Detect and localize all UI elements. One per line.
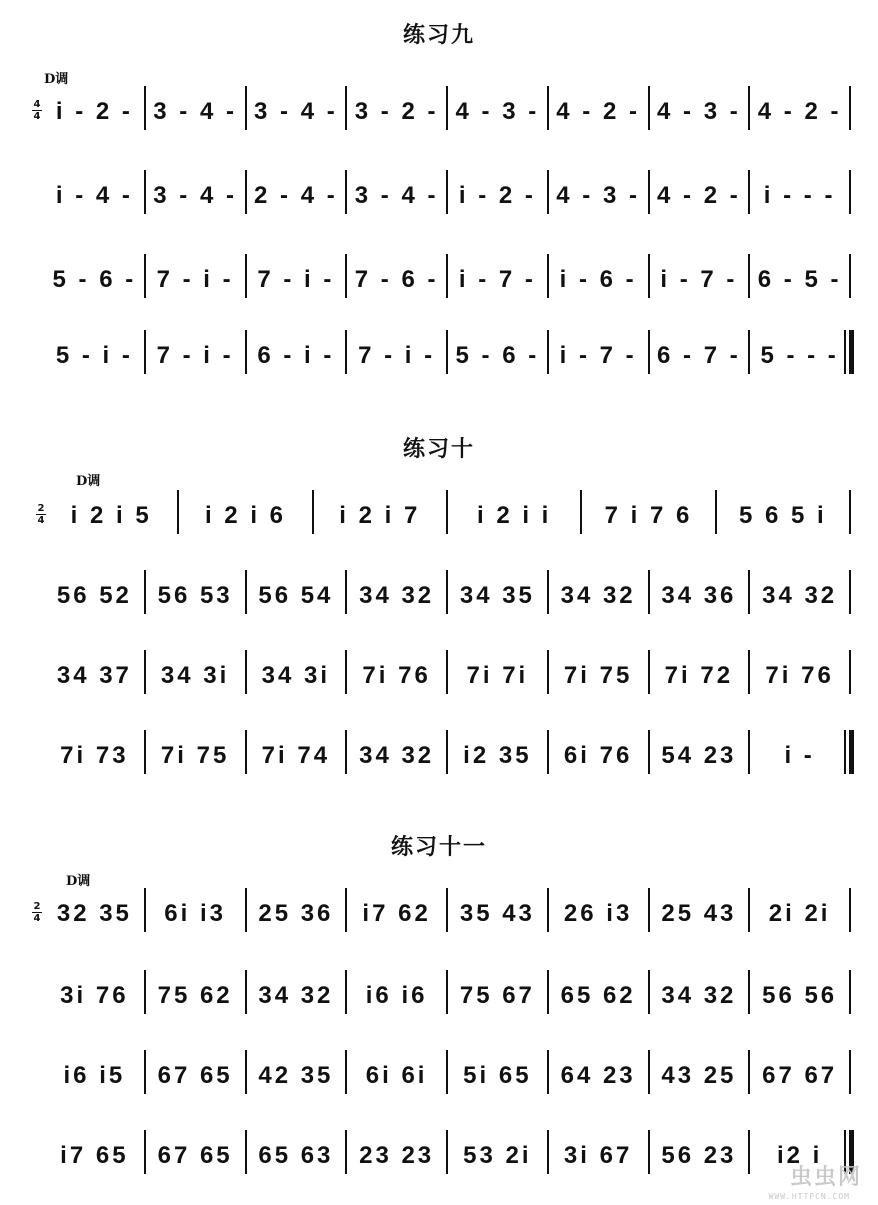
measure-notes: 34 37 <box>56 662 132 689</box>
measure-notes: 6 - 7 - <box>657 342 741 369</box>
measure-notes: 7i 76 <box>362 662 431 689</box>
measure <box>44 1046 145 1106</box>
measure <box>447 166 548 226</box>
measure-notes: 3 - 4 - <box>153 98 237 125</box>
barline <box>849 650 851 694</box>
measure <box>749 646 850 706</box>
measure-notes: 6 - 5 - <box>757 266 842 293</box>
measure <box>548 884 649 944</box>
measure-notes: 43 25 <box>661 1062 737 1089</box>
measure <box>246 646 347 706</box>
measure-notes: 34 3i <box>160 662 230 689</box>
measure-notes: 75 67 <box>459 982 535 1009</box>
barline <box>849 254 851 298</box>
score-line <box>0 166 878 226</box>
measure <box>548 1126 649 1186</box>
measure <box>447 966 548 1026</box>
measure <box>346 82 447 142</box>
key-signature: D调 <box>66 874 91 889</box>
score-line <box>0 82 878 142</box>
measure-notes: 3 - 4 - <box>153 182 237 209</box>
measure-notes: 34 35 <box>459 582 535 609</box>
measure-notes: 7i 7i <box>466 662 529 689</box>
measure-notes: 5 - 6 - <box>52 266 137 293</box>
section-title: 练习九 <box>402 23 475 48</box>
measure <box>145 326 246 386</box>
measure-notes: 6 - i - <box>257 342 335 369</box>
measure <box>246 1126 347 1186</box>
measure <box>548 646 649 706</box>
measure-notes: 25 43 <box>661 900 737 927</box>
measure-notes: 67 67 <box>762 1062 838 1089</box>
measure-notes: 32 35 <box>56 900 132 927</box>
measure-notes: 34 32 <box>258 982 334 1009</box>
measure <box>548 966 649 1026</box>
measure-notes: 67 65 <box>157 1142 233 1169</box>
measure-notes: 65 63 <box>258 1142 334 1169</box>
measure-notes: 4 - 2 - <box>757 98 842 125</box>
time-signature: 2 4 <box>37 503 45 526</box>
measure <box>548 326 649 386</box>
measure <box>447 326 548 386</box>
measure-notes: 5 - 6 - <box>455 342 540 369</box>
measure <box>749 250 850 310</box>
measure <box>246 326 347 386</box>
score-line <box>0 566 878 626</box>
measure <box>447 1126 548 1186</box>
measure <box>346 726 447 786</box>
measure-notes: i - - - <box>763 182 836 209</box>
measure-notes: i - 7 - <box>458 266 536 293</box>
measure-notes: 7i 72 <box>664 662 734 689</box>
measure <box>447 726 548 786</box>
measure-notes: 7 - i - <box>156 342 234 369</box>
measure <box>44 250 145 310</box>
section-title: 练习十 <box>402 437 475 462</box>
measure-notes: 64 23 <box>560 1062 636 1089</box>
measure <box>145 166 246 226</box>
measure-notes: 4 - 3 - <box>657 98 741 125</box>
measure <box>346 966 447 1026</box>
measure-notes: 6i 76 <box>563 742 633 769</box>
measure <box>548 726 649 786</box>
measure <box>649 884 750 944</box>
measure-notes: i2 i <box>776 1142 823 1169</box>
key-signature: D调 <box>76 474 101 489</box>
measure-notes: 2 - 4 - <box>254 182 338 209</box>
measure <box>246 1046 347 1106</box>
measure <box>346 166 447 226</box>
score-line <box>0 1046 878 1106</box>
measure-notes: 6i 6i <box>365 1062 428 1089</box>
measure-notes: 53 2i <box>463 1142 532 1169</box>
measure <box>447 250 548 310</box>
measure <box>145 1046 246 1106</box>
measure-notes: 3i 67 <box>563 1142 633 1169</box>
measure <box>44 566 145 626</box>
score-line <box>0 966 878 1026</box>
measure <box>346 566 447 626</box>
measure-notes: 3i 76 <box>60 982 129 1009</box>
measure <box>548 566 649 626</box>
measure-notes: 7i 73 <box>60 742 129 769</box>
score-line <box>0 250 878 310</box>
measure-notes: i7 62 <box>362 900 431 927</box>
measure <box>749 566 850 626</box>
measure-notes: 23 23 <box>359 1142 435 1169</box>
measure <box>649 250 750 310</box>
measure-notes: i - 7 - <box>660 266 738 293</box>
measure <box>44 884 145 944</box>
barline <box>849 1050 851 1094</box>
measure-notes: 75 62 <box>157 982 233 1009</box>
measure <box>44 1126 145 1186</box>
measure <box>548 250 649 310</box>
measure <box>44 326 145 386</box>
measure <box>749 884 850 944</box>
measure <box>649 566 750 626</box>
measure-notes: i 2 i 5 <box>70 502 152 529</box>
measure <box>145 566 246 626</box>
measure-notes: 54 23 <box>661 742 737 769</box>
measure-notes: 35 43 <box>459 900 535 927</box>
measure-notes: 7 - 6 - <box>354 266 439 293</box>
watermark: 虫虫网 <box>789 1164 862 1189</box>
measure <box>649 966 750 1026</box>
measure-notes: 65 62 <box>560 982 636 1009</box>
final-barline <box>844 330 854 374</box>
measure <box>44 486 178 546</box>
measure <box>145 250 246 310</box>
measure-notes: i - 4 - <box>55 182 133 209</box>
measure <box>447 82 548 142</box>
measure <box>346 326 447 386</box>
measure <box>649 82 750 142</box>
measure-notes: 3 - 2 - <box>354 98 439 125</box>
measure <box>313 486 447 546</box>
measure <box>145 726 246 786</box>
score-line <box>0 884 878 944</box>
measure-notes: 7i 76 <box>765 662 834 689</box>
measure-notes: 2i 2i <box>768 900 831 927</box>
measure-notes: 7i 75 <box>160 742 230 769</box>
measure-notes: i 2 i i <box>476 502 552 529</box>
measure <box>44 966 145 1026</box>
measure <box>749 726 850 786</box>
barline <box>849 970 851 1014</box>
measure-notes: 5 - - - <box>760 342 839 369</box>
measure <box>346 884 447 944</box>
measure <box>145 884 246 944</box>
measure-notes: i6 i6 <box>365 982 428 1009</box>
measure-notes: i - 2 - <box>55 98 133 125</box>
measure <box>649 646 750 706</box>
measure <box>44 726 145 786</box>
measure-notes: 34 32 <box>560 582 636 609</box>
watermark-url: WWW.HTTPCN.COM <box>768 1192 850 1201</box>
measure-notes: i7 65 <box>60 1142 129 1169</box>
measure <box>649 166 750 226</box>
measure-notes: 3 - 4 - <box>254 98 338 125</box>
measure-notes: i - 6 - <box>559 266 637 293</box>
measure <box>346 1126 447 1186</box>
measure <box>749 1046 850 1106</box>
measure-notes: 34 32 <box>359 742 435 769</box>
measure <box>447 646 548 706</box>
score-line <box>0 326 878 386</box>
measure <box>548 1046 649 1106</box>
measure <box>246 726 347 786</box>
measure <box>447 1046 548 1106</box>
measure-notes: 7i 75 <box>563 662 633 689</box>
measure-notes: i 2 i 6 <box>204 502 287 529</box>
barline <box>849 170 851 214</box>
measure <box>246 82 347 142</box>
measure <box>246 166 347 226</box>
measure <box>145 966 246 1026</box>
measure-notes: 56 52 <box>56 582 132 609</box>
barline <box>849 888 851 932</box>
measure-notes: 34 3i <box>261 662 331 689</box>
measure-notes: 4 - 3 - <box>455 98 540 125</box>
barline <box>849 86 851 130</box>
measure <box>749 966 850 1026</box>
key-signature: D调 <box>44 72 69 87</box>
measure-notes: 34 32 <box>661 982 737 1009</box>
measure-notes: 3 - 4 - <box>354 182 439 209</box>
measure <box>716 486 850 546</box>
measure <box>346 250 447 310</box>
measure <box>44 82 145 142</box>
measure-notes: 6i i3 <box>164 900 226 927</box>
measure-notes: 67 65 <box>157 1062 233 1089</box>
measure <box>447 566 548 626</box>
measure-notes: 56 53 <box>157 582 233 609</box>
measure-notes: 56 56 <box>762 982 838 1009</box>
measure <box>44 166 145 226</box>
measure-notes: 7 - i - <box>156 266 234 293</box>
measure-notes: 25 36 <box>258 900 334 927</box>
score-line <box>0 646 878 706</box>
measure-notes: 5i 65 <box>463 1062 532 1089</box>
measure-notes: 4 - 3 - <box>556 182 640 209</box>
measure-notes: 4 - 2 - <box>657 182 741 209</box>
measure <box>649 726 750 786</box>
measure <box>145 82 246 142</box>
barline <box>849 570 851 614</box>
measure-notes: i2 35 <box>463 742 532 769</box>
measure <box>178 486 312 546</box>
measure <box>649 1126 750 1186</box>
measure <box>581 486 715 546</box>
measure-notes: 7 - i - <box>358 342 436 369</box>
barline <box>849 490 851 534</box>
score-line <box>0 486 878 546</box>
measure-notes: i - 2 - <box>458 182 536 209</box>
measure-notes: 5 6 5 i <box>738 502 827 529</box>
measure <box>346 1046 447 1106</box>
measure-notes: 56 54 <box>258 582 334 609</box>
measure-notes: 34 32 <box>359 582 435 609</box>
time-signature: 4 4 <box>33 99 41 122</box>
measure <box>346 646 447 706</box>
measure <box>246 884 347 944</box>
section-title: 练习十一 <box>390 835 487 860</box>
measure <box>548 82 649 142</box>
measure <box>44 646 145 706</box>
measure-notes: 7 i 7 6 <box>604 502 693 529</box>
measure-notes: 7i 74 <box>261 742 331 769</box>
measure <box>246 566 347 626</box>
measure-notes: i 2 i 7 <box>339 502 421 529</box>
measure-notes: 4 - 2 - <box>556 98 640 125</box>
measure-notes: 5 - i - <box>55 342 133 369</box>
measure <box>447 486 581 546</box>
measure <box>749 166 850 226</box>
measure <box>649 326 750 386</box>
measure-notes: i6 i5 <box>63 1062 126 1089</box>
measure <box>145 646 246 706</box>
measure <box>749 82 850 142</box>
measure-notes: 34 32 <box>762 582 838 609</box>
time-signature: 2 4 <box>33 901 41 924</box>
measure-notes: 26 i3 <box>563 900 633 927</box>
measure <box>649 1046 750 1106</box>
score-line <box>0 726 878 786</box>
measure <box>246 250 347 310</box>
measure-notes: 34 36 <box>661 582 737 609</box>
measure <box>749 326 850 386</box>
final-barline <box>844 730 854 774</box>
score-line <box>0 1126 878 1186</box>
measure-notes: i - 7 - <box>559 342 637 369</box>
measure-notes: 7 - i - <box>257 266 335 293</box>
measure <box>548 166 649 226</box>
measure <box>447 884 548 944</box>
measure <box>246 966 347 1026</box>
measure <box>145 1126 246 1186</box>
measure-notes: 42 35 <box>258 1062 334 1089</box>
measure-notes: i - <box>784 742 815 769</box>
measure-notes: 56 23 <box>661 1142 737 1169</box>
